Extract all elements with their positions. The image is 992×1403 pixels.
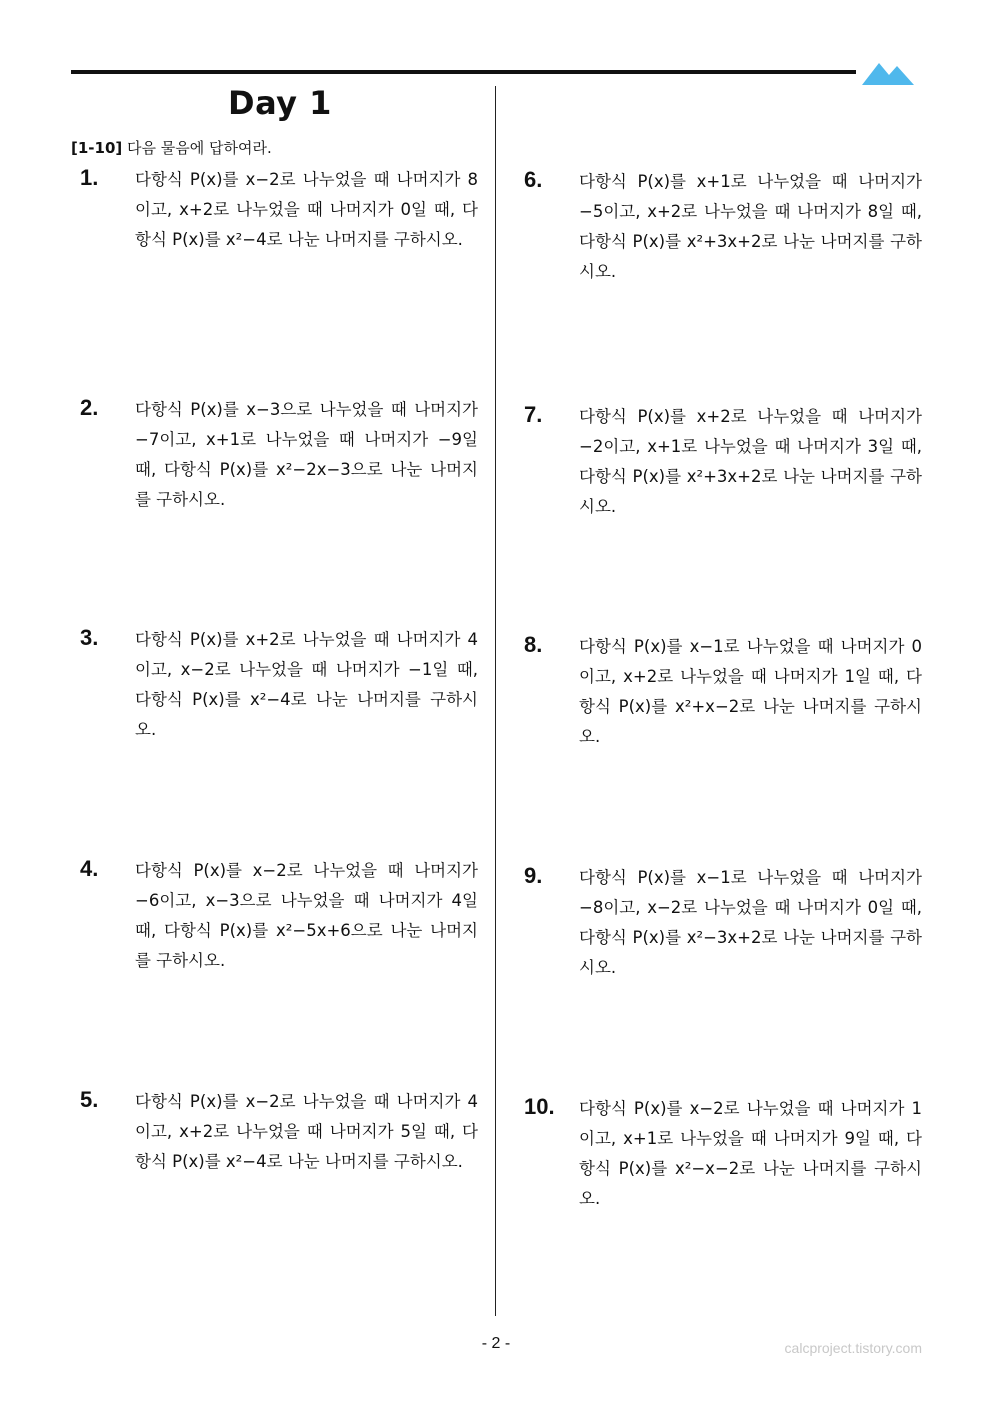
problem-number: 2. <box>80 395 99 420</box>
mountain-logo-icon <box>862 58 914 88</box>
problem-number: 7. <box>524 402 543 427</box>
watermark: calcproject.tistory.com <box>784 1340 922 1356</box>
problem-text: 다항식 P(x)를 x−2로 나누었을 때 나머지가 −6이고, x−3으로 나누었을 때 나머지가 4일 때, 다항식 P(x)를 x²−5x+6으로 나눈 나머지를 구하시오. <box>135 861 478 970</box>
problem-text: 다항식 P(x)를 x+1로 나누었을 때 나머지가 −5이고, x+2로 나누었을 때 나머지가 8일 때, 다항식 P(x)를 x²+3x+2로 나눈 나머지를 구하시오. <box>579 172 922 281</box>
problem-number: 8. <box>524 632 543 657</box>
problem-text: 다항식 P(x)를 x+2로 나누었을 때 나머지가 −2이고, x+1로 나누었을 때 나머지가 3일 때, 다항식 P(x)를 x²+3x+2로 나눈 나머지를 구하시오. <box>579 407 922 516</box>
instruction-range: [1-10] <box>71 139 123 157</box>
problem-number: 6. <box>524 167 543 192</box>
problem-number: 3. <box>80 625 99 650</box>
problem-number: 1. <box>80 165 99 190</box>
problem-text: 다항식 P(x)를 x+2로 나누었을 때 나머지가 4이고, x−2로 나누었을 때 나머지가 −1일 때, 다항식 P(x)를 x²−4로 나눈 나머지를 구하시오. <box>135 630 478 739</box>
problem-text: 다항식 P(x)를 x−1로 나누었을 때 나머지가 0이고, x+2로 나누었을 때 나머지가 1일 때, 다항식 P(x)를 x²+x−2로 나눈 나머지를 구하시오. <box>579 637 922 746</box>
column-divider <box>495 86 496 1316</box>
problem-number: 4. <box>80 856 99 881</box>
problem-text: 다항식 P(x)를 x−3으로 나누었을 때 나머지가 −7이고, x+1로 나누었을 때 나머지가 −9일 때, 다항식 P(x)를 x²−2x−3으로 나눈 나머지를 구하시오. <box>135 400 478 509</box>
page-title: Day 1 <box>228 84 332 122</box>
instruction-text: 다음 물음에 답하여라. <box>127 139 272 157</box>
problem-text: 다항식 P(x)를 x−1로 나누었을 때 나머지가 −8이고, x−2로 나누었을 때 나머지가 0일 때, 다항식 P(x)를 x²−3x+2로 나눈 나머지를 구하시오. <box>579 868 922 977</box>
problem-text: 다항식 P(x)를 x−2로 나누었을 때 나머지가 4이고, x+2로 나누었을 때 나머지가 5일 때, 다항식 P(x)를 x²−4로 나눈 나머지를 구하시오. <box>135 1092 478 1171</box>
problem-text: 다항식 P(x)를 x−2로 나누었을 때 나머지가 8이고, x+2로 나누었을 때 나머지가 0일 때, 다항식 P(x)를 x²−4로 나눈 나머지를 구하시오. <box>135 170 478 249</box>
problem-number: 10. <box>524 1094 555 1119</box>
problem-number: 9. <box>524 863 543 888</box>
page-number: - 2 - <box>481 1335 511 1352</box>
problem-text: 다항식 P(x)를 x−2로 나누었을 때 나머지가 1이고, x+1로 나누었을 때 나머지가 9일 때, 다항식 P(x)를 x²−x−2로 나눈 나머지를 구하시오. <box>579 1099 922 1208</box>
problem-number: 5. <box>80 1087 99 1112</box>
header-rule <box>71 70 856 74</box>
instruction <box>71 137 272 158</box>
